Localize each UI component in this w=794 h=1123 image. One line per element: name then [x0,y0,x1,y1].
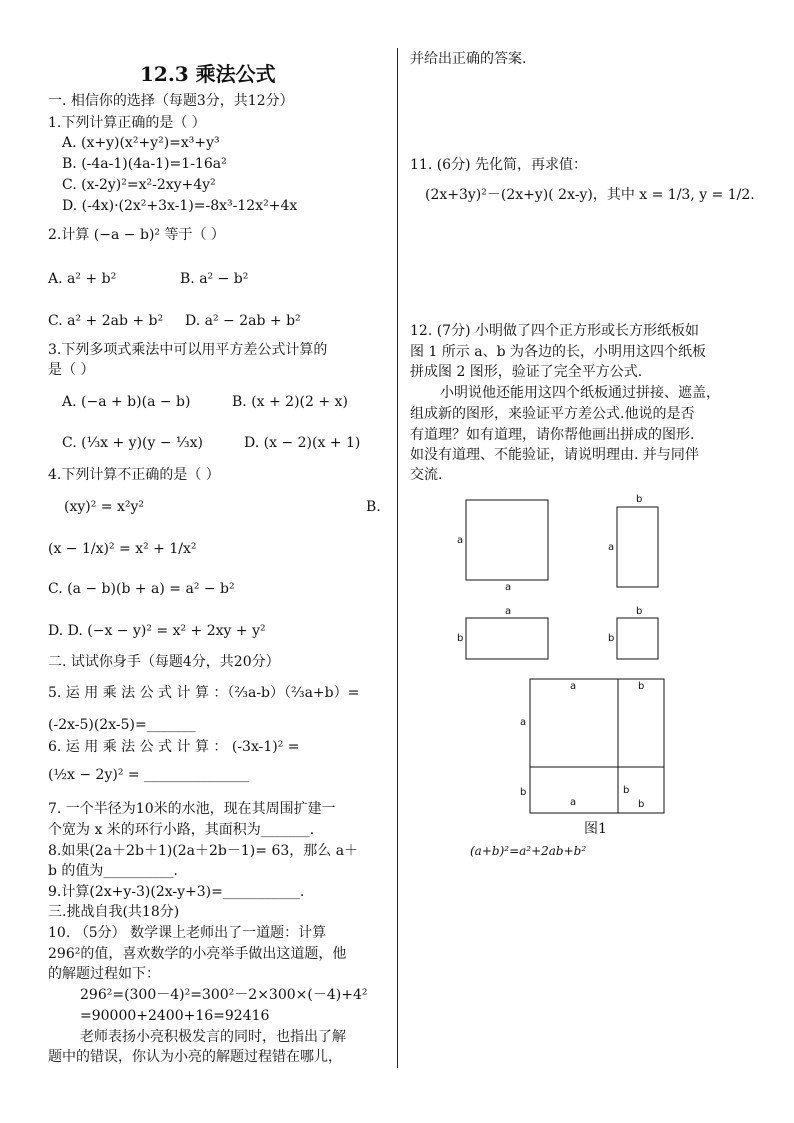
question-12-line-7: 如没有道理、不能验证，请说明理由. 并与同伴 [410,447,699,463]
rectangle-ab-horizontal [466,618,548,659]
square-a [466,500,548,580]
question-3-line-1: 3.下列多项式乘法中可以用平方差公式计算的 [48,342,328,358]
question-10-line-3: 的解题过程如下： [48,966,160,982]
question-10-line-2: 296²的值，喜欢数学的小亮举手做出这道题，他 [48,946,347,962]
question-4-option-b-label: B. [366,499,381,515]
question-2-option-b: B. a² − b² [180,271,249,287]
question-1-option-b: B. (-4a-1)(4a-1)=1-16a² [62,156,227,172]
rectangle-vertical-side-label: a [608,542,615,553]
page-title: 12.3 乘法公式 [140,62,276,86]
square-b [617,618,658,659]
figure-2-assembled-square [510,675,680,820]
bottom-b-label: b [638,799,645,810]
outer-square [530,679,664,813]
inner-b-label: b [623,785,630,796]
question-1-option-c: C. (x-2y)²=x²-2xy+4y² [62,177,216,193]
question-10-calculation-1: 296²=(300－4)²=300²－2×300×(－4)+4² [80,987,368,1003]
question-3-option-a: A. (−a + b)(a − b) [62,394,191,410]
left-b-label: b [520,787,527,798]
top-b-label: b [638,681,645,692]
question-4-option-b: (x − 1/x)² = x² + 1/x² [48,541,197,557]
question-5-line-1: 5. 运 用 乘 法 公 式 计 算 ：（⅔a-b）（⅔a+b）= [48,685,360,701]
question-10-continuation: 并给出正确的答案. [410,51,527,67]
question-3-option-d: D. (x − 2)(x + 1) [244,435,361,451]
question-9: 9.计算(2x+y-3)(2x-y+3)=___________. [48,884,305,900]
question-8-line-1: 8.如果(2a＋2b＋1)(2a＋2b－1)= 63，那么 a＋ [48,843,359,859]
square-b-top-label: b [636,606,643,617]
square-a-bottom-label: a [505,582,512,593]
question-7-line-2: 个宽为 x 米的环行小路，其面积为_______. [48,822,315,838]
question-2: 2.计算 (−a − b)² 等于（ ） [48,227,225,243]
question-10-line-1: 10. （5分） 数学课上老师出了一道题：计算 [48,925,327,941]
question-12-line-5: 组成新的图形，来验证平方差公式.他说的是否 [410,406,695,422]
question-1-option-d: D. (-4x)·(2x²+3x-1)=-8x³-12x²+4x [62,198,298,214]
question-6-line-2: (½x − 2y)² = _______________ [48,767,250,783]
question-6-line-1: 6. 运 用 乘 法 公 式 计 算 ： (-3x-1)² = [48,739,300,755]
rectangle-horizontal-side-label: b [457,633,464,644]
square-b-side-label: b [608,633,615,644]
question-7-line-1: 7. 一个半径为10米的水池，现在其周围扩建一 [48,801,336,817]
bottom-a-label: a [570,797,577,808]
figure-caption: 图1 [584,821,607,837]
square-a-side-label: a [457,535,464,546]
question-3-option-c: C. (⅓x + y)(y − ⅓x) [62,435,203,451]
question-4-option-d: D. D. (−x − y)² = x² + 2xy + y² [48,623,266,639]
question-4-option-a: (xy)² = x²y² [64,499,145,515]
question-3-line-2: 是（ ） [48,362,95,378]
question-11-line-2: (2x+3y)²－(2x+y)( 2x-y)，其中 x = 1/3, y = 1/2. [425,187,755,203]
perfect-square-formula: (a+b)²=a²+2ab+b² [470,844,587,858]
question-3-option-b: B. (x + 2)(2 + x) [232,394,348,410]
question-12-line-3: 拼成图 2 图形，验证了完全平方公式. [410,364,643,380]
rectangle-vertical-top-label: b [636,494,643,505]
question-2-option-d: D. a² − 2ab + b² [185,313,301,329]
question-12-line-1: 12. (7分) 小明做了四个正方形或长方形纸板如 [410,323,699,339]
question-1-option-a: A. (x+y)(x²+y²)=x³+y³ [62,135,220,151]
question-10-calculation-2: =90000+2400+16=92416 [80,1008,270,1024]
question-12-line-2: 图 1 所示 a、b 为各边的长，小明用这四个纸板 [410,344,707,360]
figure-1-pieces [450,490,680,670]
section-2-heading: 二. 试试你身手（每题4分，共20分） [48,654,280,670]
question-2-option-c: C. a² + 2ab + b² [48,313,164,329]
rectangle-horizontal-top-label: a [505,606,512,617]
question-10-line-5: 题中的错误，你认为小亮的解题过程错在哪儿， [48,1049,342,1065]
question-4: 4.下列计算不正确的是（ ） [48,467,220,483]
question-10-line-4: 老师表扬小亮积极发言的同时，也指出了解 [80,1029,346,1045]
question-4-option-c: C. (a − b)(b + a) = a² − b² [48,581,235,597]
question-12-line-6: 有道理？如有道理，请你帮他画出拼成的图形. [410,427,695,443]
rectangle-ab-vertical [617,507,658,587]
section-3-heading: 三.挑战自我(共18分) [48,904,180,920]
question-11-line-1: 11. (6分) 先化简，再求值： [410,157,587,173]
left-a-label: a [520,717,527,728]
question-12-line-4: 小明说他还能用这四个纸板通过拼接、遮盖， [440,385,720,401]
column-divider [397,48,398,1068]
question-8-line-2: b 的值为__________. [48,863,178,879]
question-5-line-2: (-2x-5)(2x-5)=_______ [48,717,196,733]
question-1: 1.下列计算正确的是（ ） [48,115,206,131]
question-12-line-8: 交流. [410,467,443,483]
question-2-option-a: A. a² + b² [48,271,117,287]
section-1-heading: 一. 相信你的选择（每题3分，共12分） [48,93,294,109]
top-a-label: a [570,681,577,692]
